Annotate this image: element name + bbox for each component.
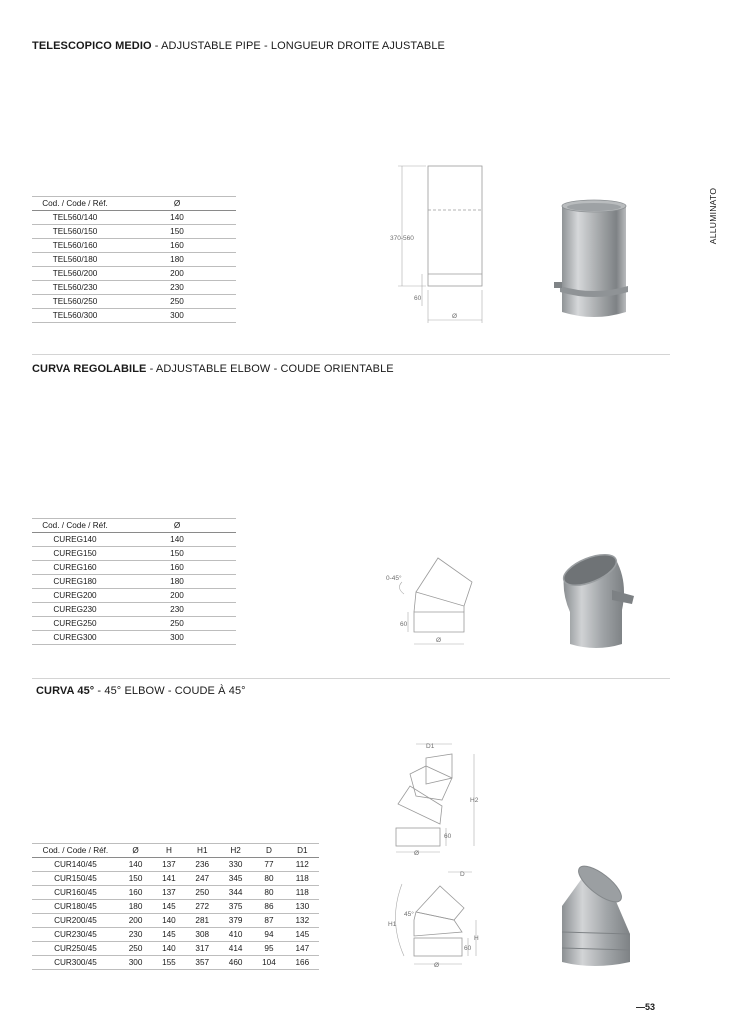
cell-value: 145 bbox=[286, 928, 319, 942]
cell-value: 145 bbox=[152, 928, 185, 942]
cell-value: 200 bbox=[118, 267, 236, 281]
collar-label: 60 bbox=[414, 295, 422, 302]
cell-value: 300 bbox=[118, 631, 236, 645]
cell-value: 137 bbox=[152, 886, 185, 900]
h1-dimension-arc bbox=[395, 884, 404, 956]
cell-value: 180 bbox=[119, 900, 152, 914]
curva-45-product-photo bbox=[548, 862, 644, 970]
cell-value: 375 bbox=[219, 900, 252, 914]
cell-value: 160 bbox=[118, 561, 236, 575]
cell-value: 77 bbox=[252, 858, 285, 872]
cell-code: TEL560/180 bbox=[32, 253, 118, 267]
section-divider bbox=[32, 678, 670, 679]
cell-code: CUREG140 bbox=[32, 533, 118, 547]
telescopico-technical-drawing bbox=[380, 158, 500, 326]
table-row bbox=[32, 858, 319, 872]
cell-value: 230 bbox=[118, 281, 236, 295]
cell-value: 145 bbox=[152, 900, 185, 914]
cell-value: 344 bbox=[219, 886, 252, 900]
cell-value: 140 bbox=[119, 858, 152, 872]
clamp-screw bbox=[554, 282, 562, 288]
cell-value: 247 bbox=[186, 872, 219, 886]
side-category-text: ALLUMINATO bbox=[708, 187, 718, 245]
table-row bbox=[32, 575, 236, 589]
curva-45-technical-drawing-bottom bbox=[382, 864, 492, 970]
cell-value: 200 bbox=[119, 914, 152, 928]
section-title-rest: - ADJUSTABLE ELBOW - COUDE ORIENTABLE bbox=[146, 363, 394, 375]
collar-label: 60 bbox=[444, 833, 452, 840]
cell-code: TEL560/200 bbox=[32, 267, 118, 281]
spec-table-telescopico bbox=[32, 196, 236, 323]
elbow-top-segment bbox=[426, 754, 452, 784]
cell-value: 160 bbox=[119, 886, 152, 900]
cell-code: CUR180/45 bbox=[32, 900, 119, 914]
cell-value: 130 bbox=[286, 900, 319, 914]
cell-code: CUR230/45 bbox=[32, 928, 119, 942]
cell-value: 140 bbox=[118, 533, 236, 547]
cell-code: CUR250/45 bbox=[32, 942, 119, 956]
section-title-curva-45 bbox=[36, 685, 246, 697]
cell-value: 150 bbox=[118, 225, 236, 239]
elbow-top-segment bbox=[416, 558, 472, 606]
curva-45-technical-drawing-top bbox=[382, 736, 492, 858]
section-title-telescopico bbox=[32, 40, 445, 52]
diameter-label: Ø bbox=[452, 313, 458, 320]
cell-value: 160 bbox=[118, 239, 236, 253]
angle-label: 0-45° bbox=[386, 575, 402, 582]
cell-value: 80 bbox=[252, 886, 285, 900]
header-diameter: Ø bbox=[119, 844, 152, 858]
cell-value: 460 bbox=[219, 956, 252, 970]
cell-code: CUREG230 bbox=[32, 603, 118, 617]
cell-value: 180 bbox=[118, 575, 236, 589]
telescopico-product-photo bbox=[548, 196, 640, 324]
cell-value: 330 bbox=[219, 858, 252, 872]
cell-value: 272 bbox=[186, 900, 219, 914]
table-row bbox=[32, 617, 236, 631]
header-code: Cod. / Code / Réf. bbox=[32, 844, 119, 858]
section-divider bbox=[32, 354, 670, 355]
cell-value: 250 bbox=[186, 886, 219, 900]
header-d: D bbox=[252, 844, 285, 858]
cell-value: 300 bbox=[118, 309, 236, 323]
cell-value: 410 bbox=[219, 928, 252, 942]
header-code: Cod. / Code / Réf. bbox=[32, 519, 118, 533]
height-label: 370-560 bbox=[390, 235, 414, 242]
cell-value: 230 bbox=[119, 928, 152, 942]
cell-value: 379 bbox=[219, 914, 252, 928]
cell-value: 118 bbox=[286, 872, 319, 886]
section-title-bold: CURVA 45° bbox=[36, 685, 95, 697]
cell-value: 147 bbox=[286, 942, 319, 956]
diameter-label: Ø bbox=[434, 962, 440, 969]
cell-value: 87 bbox=[252, 914, 285, 928]
section-title-curva-regolabile bbox=[32, 363, 394, 375]
cell-value: 200 bbox=[118, 589, 236, 603]
elbow-mid-segment bbox=[414, 592, 464, 612]
cell-value: 95 bbox=[252, 942, 285, 956]
table-row bbox=[32, 267, 236, 281]
cell-value: 345 bbox=[219, 872, 252, 886]
table-row bbox=[32, 603, 236, 617]
cell-value: 150 bbox=[119, 872, 152, 886]
cell-value: 414 bbox=[219, 942, 252, 956]
elbow-top-segment bbox=[416, 886, 464, 920]
elbow-base-collar bbox=[396, 828, 440, 846]
table-row bbox=[32, 900, 319, 914]
table-row bbox=[32, 295, 236, 309]
d1-label: D1 bbox=[426, 743, 435, 750]
elbow-mid-segment bbox=[414, 912, 462, 936]
header-diameter: Ø bbox=[118, 197, 236, 211]
section-title-bold: CURVA REGOLABILE bbox=[32, 363, 147, 375]
cell-value: 250 bbox=[119, 942, 152, 956]
header-h2: H2 bbox=[219, 844, 252, 858]
cell-value: 317 bbox=[186, 942, 219, 956]
elbow-base-collar bbox=[414, 612, 464, 632]
cell-value: 166 bbox=[286, 956, 319, 970]
cell-code: CUR150/45 bbox=[32, 872, 119, 886]
table-row bbox=[32, 589, 236, 603]
table-header-row bbox=[32, 844, 319, 858]
section-title-bold: TELESCOPICO MEDIO bbox=[32, 40, 152, 52]
curva-regolabile-product-photo bbox=[550, 552, 646, 652]
table-row bbox=[32, 928, 319, 942]
table-row bbox=[32, 239, 236, 253]
header-d1: D1 bbox=[286, 844, 319, 858]
page-number: —53 bbox=[636, 1002, 656, 1012]
angle-arc bbox=[399, 582, 404, 594]
cell-code: CUREG250 bbox=[32, 617, 118, 631]
table-row bbox=[32, 281, 236, 295]
cell-code: TEL560/150 bbox=[32, 225, 118, 239]
cell-code: TEL560/300 bbox=[32, 309, 118, 323]
table-row bbox=[32, 942, 319, 956]
d-label: D bbox=[460, 871, 465, 878]
collar-label: 60 bbox=[400, 621, 408, 628]
table-row bbox=[32, 253, 236, 267]
table-row bbox=[32, 872, 319, 886]
cell-value: 94 bbox=[252, 928, 285, 942]
spec-table-curva-regolabile bbox=[32, 518, 236, 645]
cell-code: TEL560/140 bbox=[32, 211, 118, 225]
cell-value: 300 bbox=[119, 956, 152, 970]
table-header-row bbox=[32, 519, 236, 533]
diameter-label: Ø bbox=[414, 850, 420, 857]
cell-value: 281 bbox=[186, 914, 219, 928]
cell-value: 118 bbox=[286, 886, 319, 900]
cell-value: 230 bbox=[118, 603, 236, 617]
section-title-rest: - 45° ELBOW - COUDE À 45° bbox=[94, 685, 246, 697]
section-title-rest: - ADJUSTABLE PIPE - LONGUEUR DROITE AJUSTABLE bbox=[151, 40, 445, 52]
cell-value: 141 bbox=[152, 872, 185, 886]
spec-table-curva-45 bbox=[32, 843, 319, 970]
cell-code: CUREG150 bbox=[32, 547, 118, 561]
cell-code: CUREG300 bbox=[32, 631, 118, 645]
cell-code: CUREG160 bbox=[32, 561, 118, 575]
cell-value: 357 bbox=[186, 956, 219, 970]
table-row bbox=[32, 309, 236, 323]
elbow-base-collar bbox=[414, 938, 462, 956]
cell-code: CUREG200 bbox=[32, 589, 118, 603]
cell-value: 308 bbox=[186, 928, 219, 942]
diameter-label: Ø bbox=[436, 637, 442, 644]
collar-label: 60 bbox=[464, 945, 472, 952]
cell-value: 236 bbox=[186, 858, 219, 872]
cell-value: 140 bbox=[118, 211, 236, 225]
table-row bbox=[32, 886, 319, 900]
pipe-inner bbox=[567, 203, 621, 211]
header-h1: H1 bbox=[186, 844, 219, 858]
angle-label: 45° bbox=[404, 911, 414, 918]
cell-value: 140 bbox=[152, 914, 185, 928]
cell-value: 80 bbox=[252, 872, 285, 886]
cell-value: 112 bbox=[286, 858, 319, 872]
curva-regolabile-technical-drawing bbox=[382, 554, 482, 650]
h2-label: H2 bbox=[470, 797, 479, 804]
header-diameter: Ø bbox=[118, 519, 236, 533]
cell-value: 150 bbox=[118, 547, 236, 561]
cell-code: CUR140/45 bbox=[32, 858, 119, 872]
cell-code: CUR200/45 bbox=[32, 914, 119, 928]
cell-value: 250 bbox=[118, 617, 236, 631]
pipe-body bbox=[562, 206, 626, 317]
h-label: H bbox=[474, 935, 479, 942]
table-row bbox=[32, 956, 319, 970]
cell-value: 140 bbox=[152, 942, 185, 956]
cell-code: CUREG180 bbox=[32, 575, 118, 589]
header-h: H bbox=[152, 844, 185, 858]
cell-code: CUR300/45 bbox=[32, 956, 119, 970]
cell-code: TEL560/160 bbox=[32, 239, 118, 253]
table-row bbox=[32, 547, 236, 561]
pipe-outline bbox=[428, 166, 482, 286]
table-row bbox=[32, 211, 236, 225]
cell-value: 132 bbox=[286, 914, 319, 928]
table-row bbox=[32, 225, 236, 239]
table-row bbox=[32, 533, 236, 547]
cell-code: CUR160/45 bbox=[32, 886, 119, 900]
header-code: Cod. / Code / Réf. bbox=[32, 197, 118, 211]
table-row bbox=[32, 631, 236, 645]
cell-value: 155 bbox=[152, 956, 185, 970]
side-category-label bbox=[706, 186, 720, 246]
cell-value: 180 bbox=[118, 253, 236, 267]
cell-value: 137 bbox=[152, 858, 185, 872]
cell-code: TEL560/250 bbox=[32, 295, 118, 309]
table-row bbox=[32, 914, 319, 928]
cell-value: 250 bbox=[118, 295, 236, 309]
cell-value: 104 bbox=[252, 956, 285, 970]
cell-code: TEL560/230 bbox=[32, 281, 118, 295]
h1-label: H1 bbox=[388, 921, 397, 928]
elbow-lower-segment bbox=[398, 786, 442, 824]
table-header-row bbox=[32, 197, 236, 211]
table-row bbox=[32, 561, 236, 575]
cell-value: 86 bbox=[252, 900, 285, 914]
